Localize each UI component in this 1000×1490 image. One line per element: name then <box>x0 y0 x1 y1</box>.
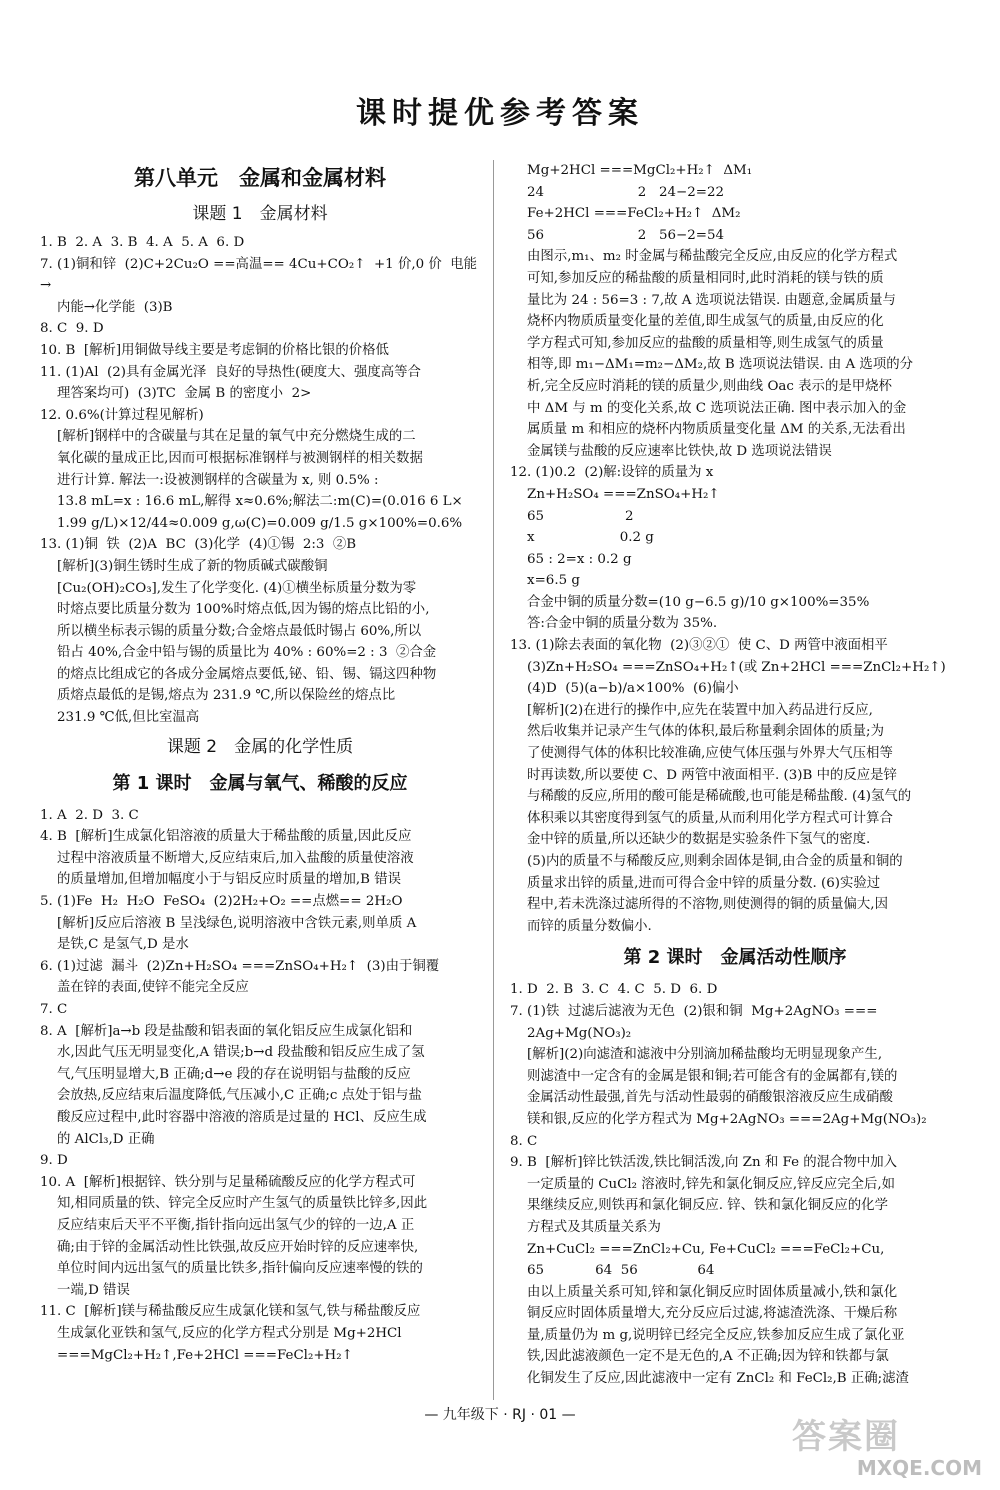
answer-line: 中 ΔM 与 m 的变化关系,故 C 选项说法正确. 图中表示加入的金 <box>510 400 907 416</box>
lesson-title-2: 第 2 课时 金属活动性顺序 <box>623 947 847 969</box>
answer-line: 231.9 ℃低,但比室温高 <box>40 710 200 726</box>
answer-line: 1. D 2. B 3. C 4. C 5. D 6. D <box>510 982 718 998</box>
watermark-logo <box>792 1418 982 1482</box>
answer-line: 金属活动性最强,首先与活动性最弱的硝酸银溶液反应生成硝酸 <box>510 1090 893 1106</box>
topic-title-2: 课题 2 金属的化学性质 <box>166 736 354 757</box>
answer-line: 水,因此气压无明显变化,A 错误;b→d 段盐酸和铝反应生成了氢 <box>40 1045 425 1061</box>
answer-line: (5)内的质量不与稀酸反应,则剩余固体是铜,由合金的质量和铜的 <box>510 854 903 869</box>
answer-line: [Cu₂(OH)₂CO₃],发生了化学变化. (4)①横坐标质量分数为零 <box>40 580 417 596</box>
answer-line: 酸反应过程中,此时容器中溶液的溶质是过量的 HCl、反应生成 <box>40 1109 427 1125</box>
answer-line: 然后收集并记录产生气体的体积,最后称量剩余固体的质量;为 <box>510 724 884 740</box>
answer-line: [解析](2)向滤渣和滤液中分别滴加稀盐酸均无明显现象产生, <box>510 1047 883 1063</box>
answer-line: 时再读数,所以要使 C、D 两管中液面相平. (3)B 中的反应是锌 <box>510 767 897 783</box>
answer-line: 量,质量仍为 m g,说明锌已经完全反应,铁参加反应生成了氯化亚 <box>510 1327 905 1343</box>
answer-line: 铜反应时固体质量增大,充分反应后过滤,将滤渣洗涤、干燥后称 <box>510 1306 898 1322</box>
answer-line: [解析](2)在进行的操作中,应先在装置中加入药品进行反应, <box>510 702 873 718</box>
answer-line: 会放热,反应结束后温度降低,气压减小,C 正确;c 点处于铝与盐 <box>40 1088 422 1104</box>
answer-line: 析,完全反应时消耗的镁的质量少,则曲线 Oac 表示的是甲烧杯 <box>510 378 892 394</box>
answer-line: 生成氯化亚铁和氢气,反应的化学方程式分别是 Mg+2HCl <box>40 1325 402 1341</box>
answer-line: 合金中铜的质量分数=(10 g−6.5 g)/10 g×100%=35% <box>510 594 870 610</box>
answer-line: 与稀酸的反应,所用的酸可能是稀硫酸,也可能是稀盐酸. (4)氢气的 <box>510 789 912 805</box>
page-title: 课时提优参考答案 <box>356 96 644 131</box>
answer-line: 质熔点最低的是锡,熔点为 231.9 ℃,所以保险丝的熔点比 <box>40 688 396 704</box>
answer-line: 是铁,C 是氢气,D 是水 <box>40 937 189 953</box>
answer-block-2 <box>40 805 480 1366</box>
answer-block-3 <box>510 160 960 937</box>
answer-line: 11. C [解析]镁与稀盐酸反应生成氯化镁和氢气,铁与稀盐酸反应 <box>40 1304 421 1320</box>
answer-line: 程中,若未洗涤过滤所得的不溶物,则使测得的铜的质量偏大,因 <box>510 897 888 913</box>
answer-line: 所以横坐标表示锡的质量分数;合金熔点最低时锡占 60%,所以 <box>40 623 422 639</box>
answer-line: 10. A [解析]根据锌、铁分别与足量稀硫酸反应的化学方程式可 <box>40 1174 416 1190</box>
answer-block-1 <box>40 232 480 729</box>
answer-block-4 <box>510 979 960 1389</box>
answer-line: 24 2 24−2=22 <box>510 184 725 200</box>
answer-line: 6. (1)过滤 漏斗 (2)Zn+H₂SO₄ ===ZnSO₄+H₂↑ (3)由于铜覆 <box>40 958 440 974</box>
answer-line: 9. B [解析]锌比铁活泼,铁比铜活泼,向 Zn 和 Fe 的混合物中加入 <box>510 1155 897 1171</box>
answer-line: 1. A 2. D 3. C <box>40 807 139 823</box>
answer-line: 9. D <box>40 1153 68 1169</box>
answer-line: 2Ag+Mg(NO₃)₂ <box>510 1025 632 1041</box>
answer-line: 10. B [解析]用铜做导线主要是考虑铜的价格比银的价格低 <box>40 342 389 358</box>
left-column <box>40 160 480 1366</box>
answer-line: ===MgCl₂+H₂↑,Fe+2HCl ===FeCl₂+H₂↑ <box>40 1347 353 1363</box>
answer-line: 铁,因此滤液颜色一定不是无色的,A 不正确;因为锌和铁都与氯 <box>510 1349 889 1365</box>
answer-line: 8. A [解析]a→b 段是盐酸和铝表面的氧化铝反应生成氯化铝和 <box>40 1023 413 1039</box>
answer-line: 则滤渣中一定含有的金属是银和铜;若可能含有的金属都有,镁的 <box>510 1068 898 1084</box>
answer-line: 理答案均可) (3)TC 金属 B 的密度小 2> <box>40 386 312 402</box>
answer-line: 铅占 40%,合金中铅与锡的质量比为 40% : 60%=2 : 3 ②合金 <box>40 645 437 661</box>
answer-line: 知,相同质量的铁、锌完全反应时产生氢气的质量铁比锌多,因此 <box>40 1196 428 1212</box>
answer-line: x=6.5 g <box>510 573 580 589</box>
answer-line: (4)D (5)(a−b)/a×100% (6)偏小 <box>510 681 739 697</box>
answer-line: 11. (1)Al (2)具有金属光泽 良好的导热性(硬度大、强度高等合 <box>40 364 421 380</box>
answer-line: 气,气压明显增大,B 正确;d→e 段的存在说明铝与盐酸的反应 <box>40 1066 411 1082</box>
answer-line: 7. (1)铁 过滤后滤液为无色 (2)银和铜 Mg+2AgNO₃ === <box>510 1003 878 1019</box>
answer-line: 由图示,m₁、m₂ 时金属与稀盐酸完全反应,由反应的化学方程式 <box>510 249 898 265</box>
watermark-cn: 答案圈 <box>792 1417 900 1457</box>
answer-line: 一定质量的 CuCl₂ 溶液时,锌先和氯化铜反应,锌反应完全后,如 <box>510 1176 896 1192</box>
answer-line: 由以上质量关系可知,锌和氯化铜反应时固体质量减小,铁和氯化 <box>510 1284 898 1300</box>
answer-line: 进行计算. 解法一:设被测钢样的含碳量为 x, 则 0.5% : <box>40 472 379 488</box>
answer-line: 体积乘以其密度得到氢气的质量,从而利用化学方程式可计算合 <box>510 810 893 826</box>
answer-line: 镁和银,反应的化学方程式为 Mg+2AgNO₃ ===2Ag+Mg(NO₃)₂ <box>510 1111 927 1127</box>
answer-line: 4. B [解析]生成氯化铝溶液的质量大于稀盐酸的质量,因此反应 <box>40 829 412 845</box>
answer-line: 的 AlCl₃,D 正确 <box>40 1131 155 1147</box>
page-footer: — 九年级下 · RJ · 01 — <box>424 1407 576 1423</box>
answer-line: 的熔点比组成它的各成分金属熔点要低,铋、铅、锡、镉这四种物 <box>40 666 437 682</box>
answer-line: 氧化碳的量成正比,因而可根据标准钢样与被测钢样的相关数据 <box>40 450 423 466</box>
answer-line: [解析]钢样中的含碳量与其在足量的氧气中充分燃烧生成的二 <box>40 429 416 445</box>
answer-line: Mg+2HCl ===MgCl₂+H₂↑ ΔM₁ <box>510 163 753 178</box>
answer-line: 13. (1)除去表面的氧化物 (2)③②① 使 C、D 两管中液面相平 <box>510 638 888 654</box>
answer-line: 果继续反应,则铁再和氯化铜反应. 锌、铁和氯化铜反应的化学 <box>510 1198 888 1214</box>
answer-line: 7. (1)铜和锌 (2)C+2Cu₂O ==高温== 4Cu+CO₂↑ +1 价,0 价 电能→ <box>40 256 478 294</box>
watermark-en: MXQE.COM <box>856 1456 982 1480</box>
answer-line: 12. (1)0.2 (2)解:设锌的质量为 x <box>510 465 714 481</box>
topic-title-1: 课题 1 金属材料 <box>192 204 328 224</box>
answer-line: 7. C <box>40 1002 68 1017</box>
answer-line: [解析]反应后溶液 B 呈浅绿色,说明溶液中含铁元素,则单质 A <box>40 915 417 931</box>
answer-line: 13.8 mL=x : 16.6 mL,解得 x≈0.6%;解法二:m(C)=(0.016 6 L× <box>40 494 463 510</box>
answer-line: 65 2 <box>510 508 634 524</box>
answer-line: 量比为 24 : 56=3 : 7,故 A 选项说法错误. 由题意,金属质量与 <box>510 292 896 308</box>
answer-line: 12. 0.6%(计算过程见解析) <box>40 407 204 423</box>
answer-line: 65 64 56 64 <box>510 1263 715 1279</box>
column-divider <box>493 160 494 1400</box>
answer-line: 56 2 56−2=54 <box>510 227 725 243</box>
answer-line: 答:合金中铜的质量分数为 35%. <box>510 616 718 632</box>
answer-line: 金属镁与盐酸的反应速率比铁快,故 D 选项说法错误 <box>510 443 832 459</box>
answer-line: 确;由于锌的金属活动性比铁强,故反应开始时锌的反应速率快, <box>40 1239 419 1255</box>
answer-line: x 0.2 g <box>510 530 654 546</box>
answer-line: 属质量 m 和相应的烧杯内物质质量变化量 ΔM 的关系,无法看出 <box>510 422 906 438</box>
answer-line: 时熔点要比质量分数为 100%时熔点低,因为锡的熔点比铅的小, <box>40 602 430 618</box>
answer-line: 1. B 2. A 3. B 4. A 5. A 6. D <box>40 235 245 250</box>
answer-line: 质量求出锌的质量,进而可得合金中锌的质量分数. (6)实验过 <box>510 875 881 891</box>
answer-line: 一端,D 错误 <box>40 1282 130 1298</box>
answer-line: 化铜发生了反应,因此滤液中一定有 ZnCl₂ 和 FeCl₂,B 正确;滤渣 <box>510 1371 909 1387</box>
answer-line: 金中锌的质量,所以还缺少的数据是实验条件下氢气的密度. <box>510 832 871 848</box>
answer-line: 方程式及其质量关系为 <box>510 1219 661 1235</box>
answer-line: 过程中溶液质量不断增大,反应结束后,加入盐酸的质量使溶液 <box>40 850 414 866</box>
answer-line: Zn+H₂SO₄ ===ZnSO₄+H₂↑ <box>510 486 720 502</box>
answer-line: 5. (1)Fe H₂ H₂O FeSO₄ (2)2H₂+O₂ ==点燃== 2H₂O <box>40 894 403 910</box>
answer-line: 相等,即 m₁−ΔM₁=m₂−ΔM₂,故 B 选项说法错误. 由 A 选项的分 <box>510 357 913 373</box>
answer-line: 了使测得气体的体积比较准确,应使气体压强与外界大气压相等 <box>510 746 893 762</box>
lesson-title-1: 第 1 课时 金属与氧气、稀酸的反应 <box>112 772 408 794</box>
answer-line: 的质量增加,但增加幅度小于与铝反应时质量的增加,B 错误 <box>40 872 402 888</box>
unit-title: 第八单元 金属和金属材料 <box>134 166 386 190</box>
answer-line: Zn+CuCl₂ ===ZnCl₂+Cu, Fe+CuCl₂ ===FeCl₂+Cu, <box>510 1241 885 1257</box>
answer-line: 而锌的质量分数偏小. <box>510 918 652 934</box>
answer-line: 盖在锌的表面,使锌不能完全反应 <box>40 980 249 996</box>
right-column <box>510 160 960 1390</box>
answer-line: 8. C 9. D <box>40 321 104 337</box>
answer-line: 烧杯内物质质量变化量的差值,即生成氢气的质量,由反应的化 <box>510 314 884 330</box>
answer-line: 1.99 g/L)×12/44≈0.009 g,ω(C)=0.009 g/1.5 g×100%=0.6% <box>40 515 463 531</box>
answer-line: 反应结束后天平不平衡,指针指向远出氢气少的锌的一边,A 正 <box>40 1217 415 1233</box>
answer-line: 13. (1)铜 铁 (2)A BC (3)化学 (4)①锡 2:3 ②B <box>40 537 357 553</box>
answer-line: Fe+2HCl ===FeCl₂+H₂↑ ΔM₂ <box>510 206 741 222</box>
answer-line: [解析](3)铜生锈时生成了新的物质碱式碳酸铜 <box>40 558 328 574</box>
answer-line: 可知,参加反应的稀盐酸的质量相同时,此时消耗的镁与铁的质 <box>510 270 884 286</box>
answer-line: 单位时间内远出氢气的质量比铁多,指针偏向反应速率慢的铁的 <box>40 1261 423 1277</box>
answer-line: 8. C <box>510 1133 538 1149</box>
answer-line: 内能→化学能 (3)B <box>40 299 173 315</box>
answer-line: 65 : 2=x : 0.2 g <box>510 551 632 567</box>
answer-line: (3)Zn+H₂SO₄ ===ZnSO₄+H₂↑(或 Zn+2HCl ===ZnCl₂+H₂↑) <box>510 659 946 675</box>
answer-line: 学方程式可知,参加反应的盐酸的质量相等,则生成氢气的质量 <box>510 335 884 351</box>
